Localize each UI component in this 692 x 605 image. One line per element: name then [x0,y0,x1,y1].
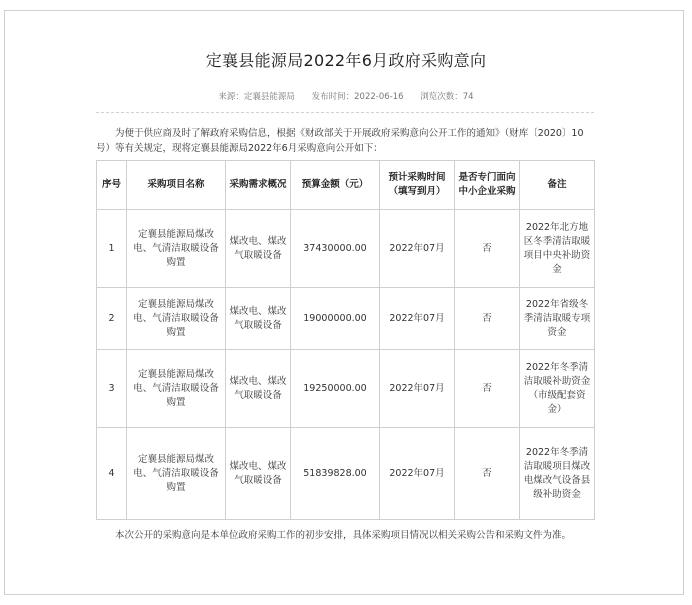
cell-budget: 37430000.00 [291,210,380,288]
cell-no: 3 [97,350,127,428]
cell-budget: 19000000.00 [291,288,380,350]
cell-budget: 19250000.00 [291,350,380,428]
cell-sme: 否 [455,428,520,520]
procurement-table [96,160,595,520]
cell-name: 定襄县能源局煤改电、气清洁取暖设备购置 [127,288,226,350]
cell-time: 2022年07月 [380,428,455,520]
header-name: 采购项目名称 [127,161,226,210]
meta-published: 发布时间：2022-06-16 [311,92,404,102]
header-time: 预计采购时间（填写到月） [380,161,455,210]
cell-summary: 煤改电、煤改气取暖设备 [226,288,291,350]
cell-name: 定襄县能源局煤改电、气清洁取暖设备购置 [127,350,226,428]
table-row [97,210,595,288]
cell-summary: 煤改电、煤改气取暖设备 [226,210,291,288]
cell-no: 2 [97,288,127,350]
cell-time: 2022年07月 [380,288,455,350]
footer-paragraph: 本次公开的采购意向是本单位政府采购工作的初步安排，具体采购项目情况以相关采购公告和采购文件为准。 [115,530,572,541]
header-no: 序号 [97,161,127,210]
table-row [97,350,595,428]
article-meta [0,90,692,102]
cell-note: 2022年冬季清洁取暖项目煤改电煤改气设备县级补助资金 [520,428,595,520]
cell-no: 1 [97,210,127,288]
cell-time: 2022年07月 [380,350,455,428]
table-row [97,428,595,520]
cell-note: 2022年省级冬季清洁取暖专项资金 [520,288,595,350]
meta-views: 浏览次数：74 [420,92,474,102]
cell-note: 2022年北方地区冬季清洁取暖项目中央补助资金 [520,210,595,288]
cell-summary: 煤改电、煤改气取暖设备 [226,350,291,428]
cell-sme: 否 [455,288,520,350]
meta-source: 来源：定襄县能源局 [218,92,295,102]
cell-name: 定襄县能源局煤改电、气清洁取暖设备购置 [127,428,226,520]
cell-budget: 51839828.00 [291,428,380,520]
cell-name: 定襄县能源局煤改电、气清洁取暖设备购置 [127,210,226,288]
divider [96,112,594,113]
intro-paragraph: 为便于供应商及时了解政府采购信息，根据《财政部关于开展政府采购意向公开工作的通知》（财库〔2020〕10号）等有关规定，现将定襄县能源局2022年6月采购意向公开如下： [96,128,584,154]
header-budget: 预算金额（元） [291,161,380,210]
page-title: 定襄县能源局2022年6月政府采购意向 [205,51,487,70]
cell-no: 4 [97,428,127,520]
cell-sme: 否 [455,350,520,428]
header-summary: 采购需求概况 [226,161,291,210]
cell-note: 2022年冬季清洁取暖补助资金（市级配套资金） [520,350,595,428]
table-header-row [97,161,595,210]
header-sme: 是否专门面向中小企业采购 [455,161,520,210]
cell-summary: 煤改电、煤改气取暖设备 [226,428,291,520]
table-row [97,288,595,350]
cell-time: 2022年07月 [380,210,455,288]
header-note: 备注 [520,161,595,210]
cell-sme: 否 [455,210,520,288]
